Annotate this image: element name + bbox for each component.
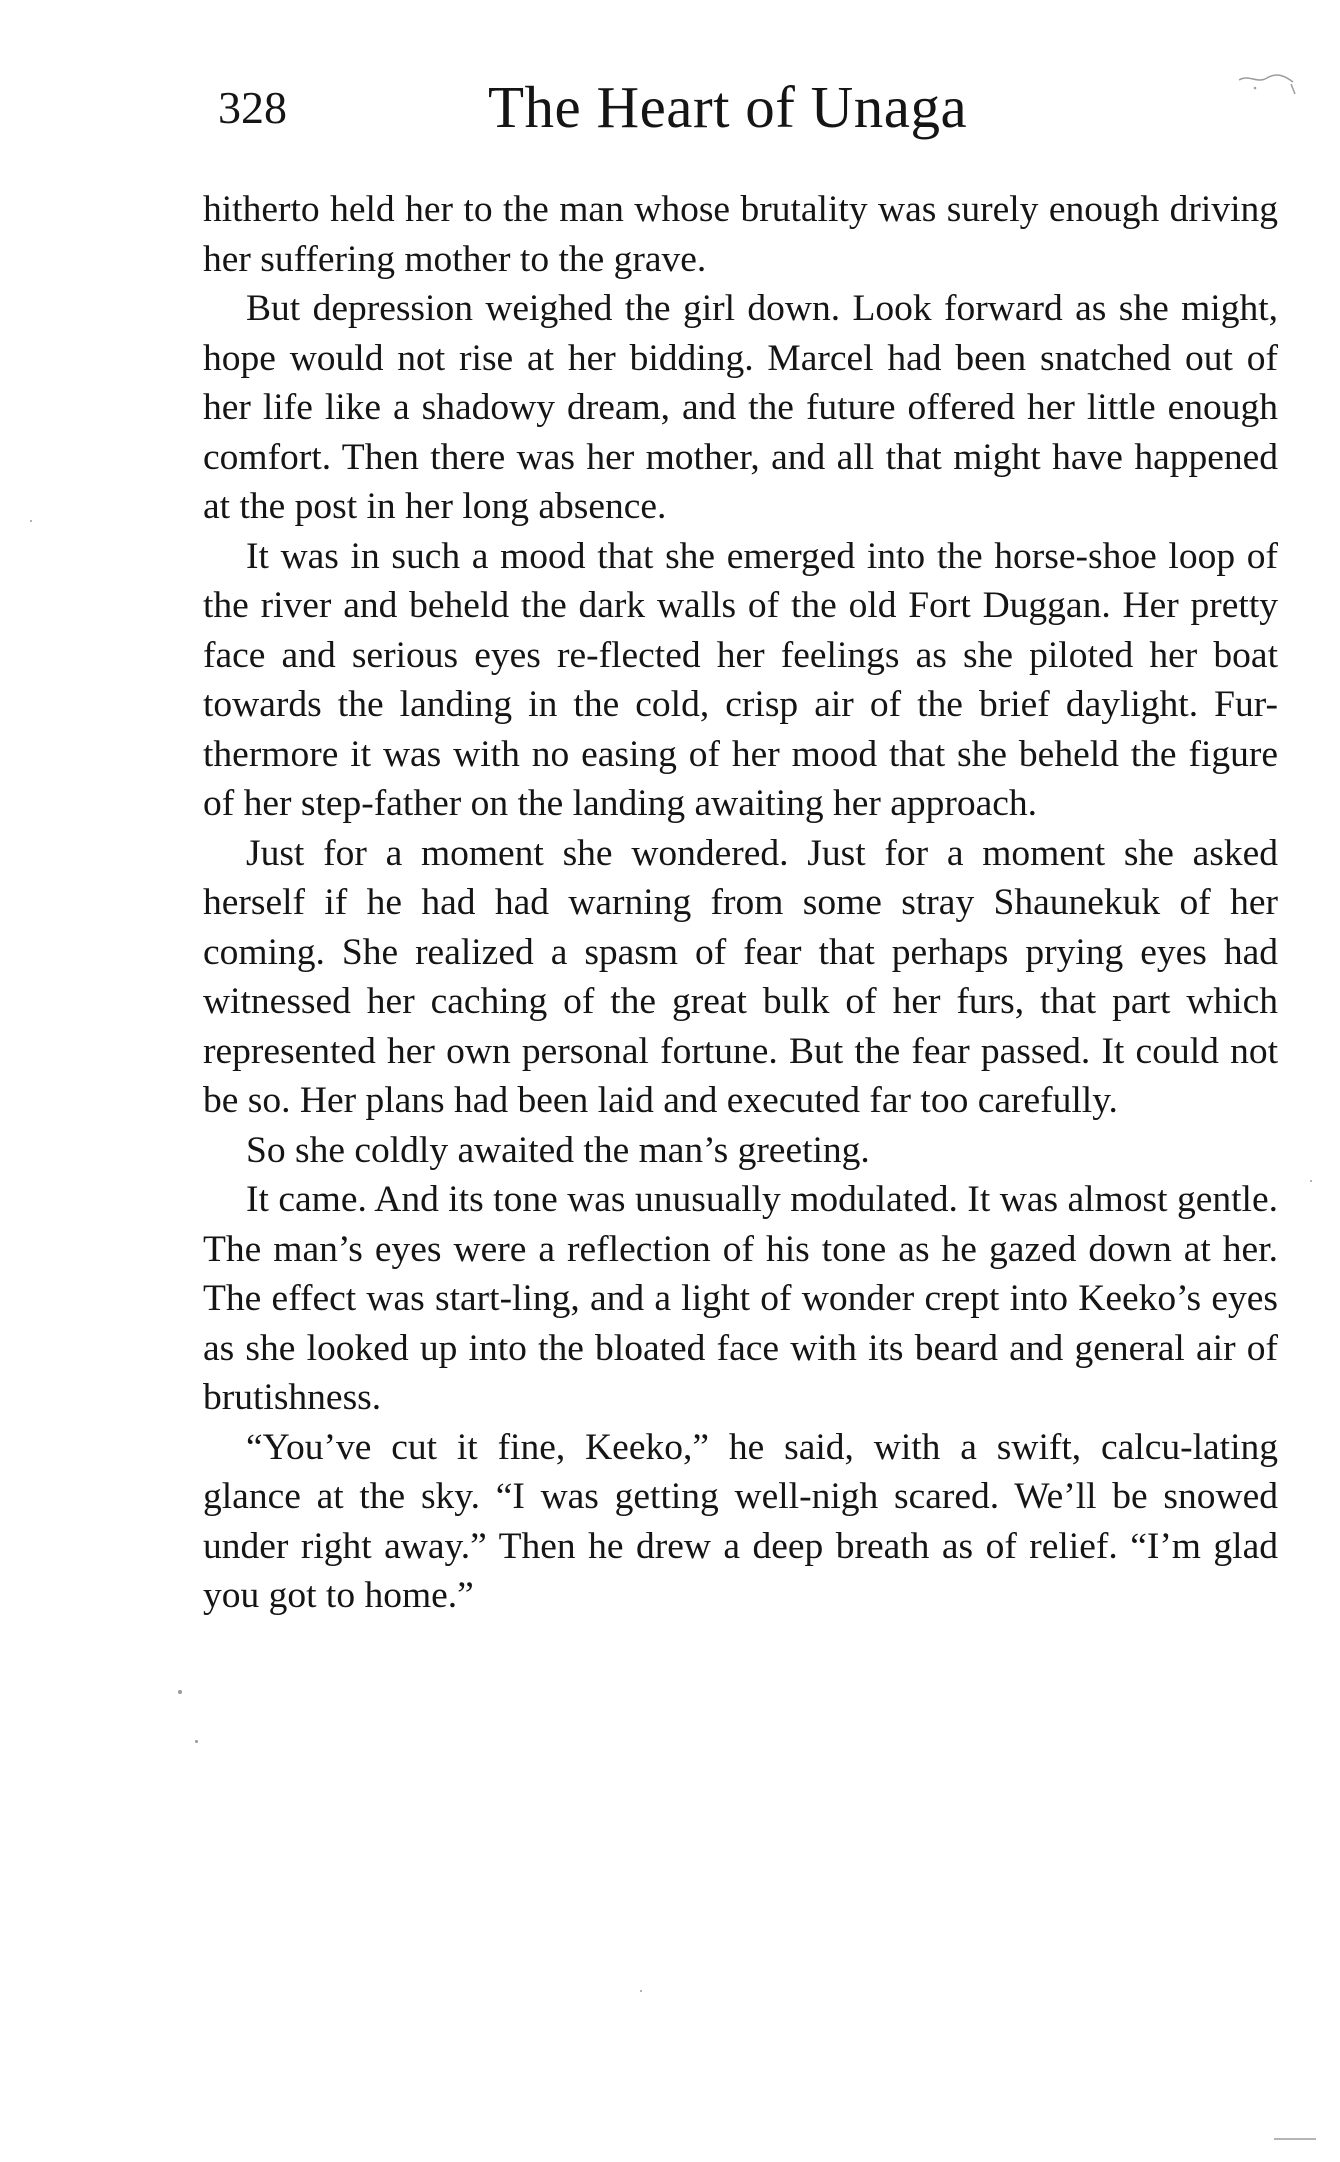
paragraph-5: So she coldly awaited the man’s greeting. [246, 1129, 870, 1171]
page-header [218, 72, 1278, 152]
margin-speck [640, 1990, 642, 1992]
margin-speck [195, 1740, 198, 1743]
body-text [203, 185, 1278, 1621]
paragraph-4: Just for a moment she wondered. Just for a moment she asked herself if he had had warning from some stray Shaunekuk of her coming. She realized a spasm of fear that perhaps prying eyes had witnessed her caching of the great bulk of her furs, that part which represented her own personal fortune. But the fear passed. It could not be so. Her plans had been laid and executed far too carefully. [203, 832, 1278, 1121]
paragraph-7: “You’ve cut it fine, Keeko,” he said, with a swift, calcu-lating glance at the sky. “I was getting well-nigh scared. We’ll be snowed under right away.” Then he drew a deep breath as of relief. “I’m glad you got to home.” [203, 1426, 1278, 1616]
corner-mark [1274, 2138, 1316, 2140]
margin-mark-decoration [1235, 72, 1301, 98]
paragraph-6: It came. And its tone was unusually modulated. It was almost gentle. The man’s eyes were a reflection of his tone as he gazed down at her. The effect was start-ling, and a light of wonder crept into Keeko’s eyes as she looked up into the bloated face with its beard and general air of brutishness. [203, 1179, 1278, 1418]
paragraph-3: It was in such a mood that she emerged into the horse-shoe loop of the river and beheld the dark walls of the old Fort Duggan. Her pretty face and serious eyes re-flected her feelings as she piloted her boat towards the landing in the cold, crisp air of the brief daylight. Fur-thermore it was with no easing of her mood that she beheld the figure of her step-father on the landing awaiting her approach. [203, 535, 1278, 824]
margin-speck [30, 520, 32, 522]
running-title: The Heart of Unaga [488, 74, 968, 140]
paragraph-1: hitherto held her to the man whose brutality was surely enough driving her suffering mother to the grave. [203, 189, 1278, 280]
margin-speck [1310, 1180, 1312, 1182]
page-number: 328 [218, 82, 287, 133]
margin-speck [178, 1690, 182, 1694]
paragraph-2: But depression weighed the girl down. Look forward as she might, hope would not rise at her bidding. Marcel had been snatched out of her life like a shadowy dream, and the future offered her little enough comfort. Then there was her mother, and all that might have happened at the post in her long absence. [203, 288, 1278, 527]
